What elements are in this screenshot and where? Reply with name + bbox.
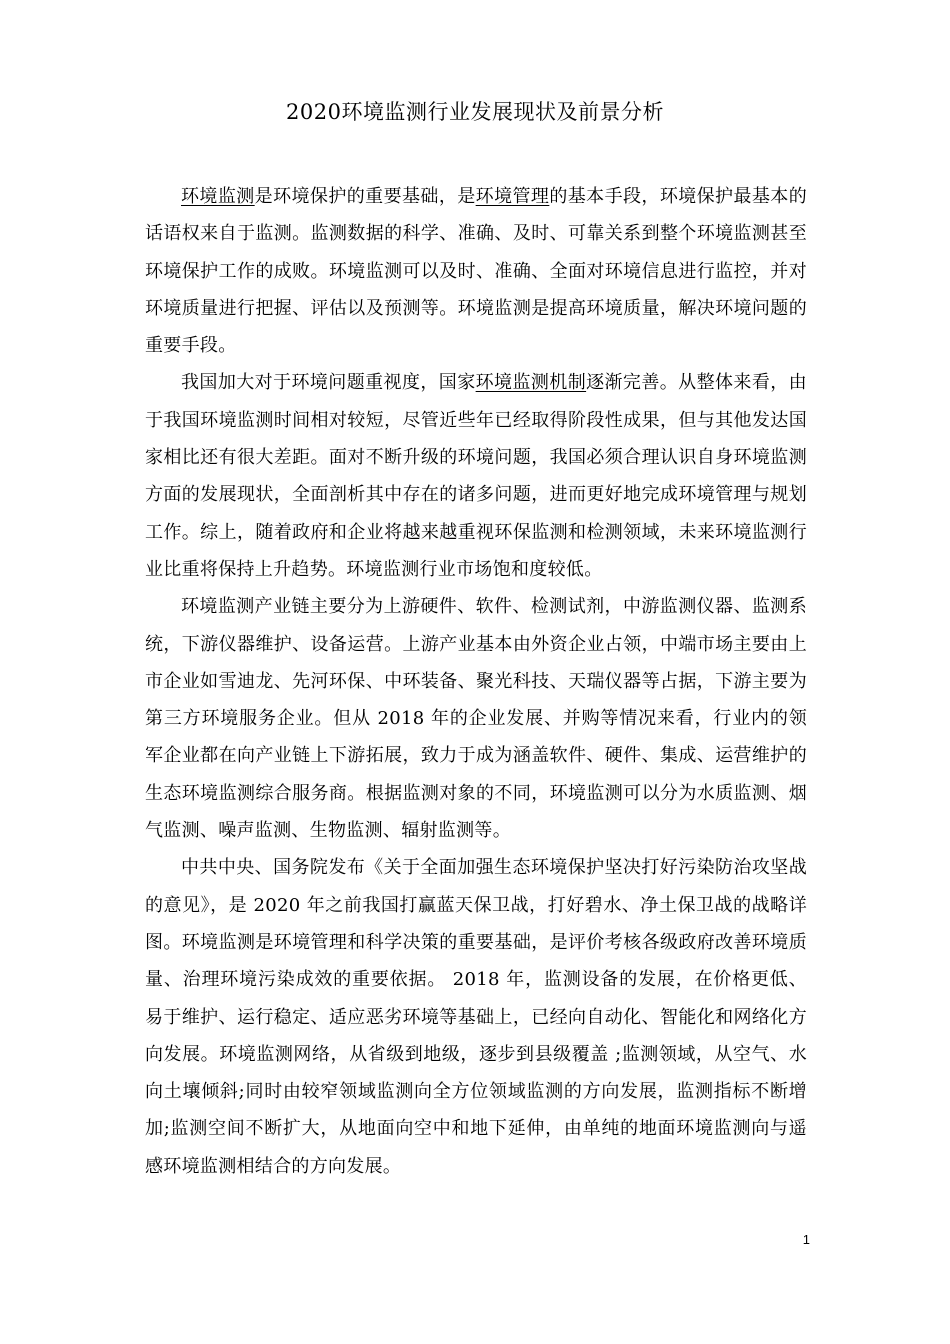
paragraph-text: 的基本手段，环境保护最基本的话语权来自于监测。监测数据的科学、准确、及时、可靠关系到整个环境监测甚至环境保护工作的成败。环境监测可以及时、准确、全面对环境信息进行监控，并对环境质量进行把握、评估以及预测等。环境监测是提高环境质量，解决环境问题的重要手段。 — [145, 186, 808, 357]
document-title: 2020环境监测行业发展现状及前景分析 — [286, 100, 664, 124]
paragraph-text: 环境监测产业链主要分为上游硬件、软件、检测试剂，中游监测仪器、监测系统，下游仪器维护、设备运营。上游产业基本由外资企业占领，中端市场主要由上市企业如雪迪龙、先河环保、中环装备、聚光科技、天瑞仪器等占据，下游主要为第三方环境服务企业。但从 2018 年的企业发展、并购等情况来看，行业内的领军企业都在向产业链上下游拓展，致力于成为涵盖软件、硬件、集成、运营维护的生态环境监测综合服务商。根据监测对象的不同，环境监测可以分为水质监测、烟气监测、噪声监测、生物监测、辐射监测等。 — [145, 596, 807, 842]
paragraph-text: 中共中央、国务院发布《关于全面加强生态环境保护坚决打好污染防治攻坚战的意见》，是 2020 年之前我国打赢蓝天保卫战，打好碧水、净土保卫战的战略详图。环境监测是环境管理和科学决策的重要基础，是评价考核各级政府改善环境质量、治理环境污染成效的重要依据。 2018 年，监测设备的发展，在价格更低、易于维护、运行稳定、适应恶劣环境等基础上，已经向自动化、智能化和网络化方向发展。环境监测网络，从省级到地级，逐步到县级覆盖 ;监测领域，从空气、水向土壤倾斜;同时由较窄领域监测向全方位领域监测的方向发展，监测指标不断增加;监测空间不断扩大，从地面向空中和地下延伸，由单纯的地面环境监测向与遥感环境监测相结合的方向发展。 — [145, 857, 807, 1177]
paragraph-text: 是环境保护的重要基础，是 — [254, 186, 476, 207]
paragraph-text: 逐渐完善。从整体来看，由于我国环境监测时间相对较短，尽管近些年已经取得阶段性成果，但与其他发达国家相比还有很大差距。面对不断升级的环境问题，我国必须合理认识自身环境监测方面的发展现状，全面剖析其中存在的诸多问题，进而更好地完成环境管理与规划工作。综上，随着政府和企业将越来越重视环保监测和检测领域，未来环境监测行业比重将保持上升趋势。环境监测行业市场饱和度较低。 — [145, 372, 807, 580]
paragraph-2 — [145, 364, 807, 588]
document-body — [145, 178, 807, 1185]
paragraph-1 — [145, 178, 807, 364]
link-environmental-monitoring[interactable]: 环境监测 — [181, 186, 255, 207]
paragraph-3 — [145, 588, 807, 849]
link-monitoring-mechanism[interactable]: 环境监测机制 — [475, 372, 587, 394]
page-number: 1 — [802, 1232, 810, 1247]
link-environmental-management[interactable]: 环境管理 — [475, 186, 550, 207]
paragraph-text: 我国加大对于环境问题重视度，国家 — [181, 372, 476, 394]
paragraph-4 — [145, 849, 807, 1185]
